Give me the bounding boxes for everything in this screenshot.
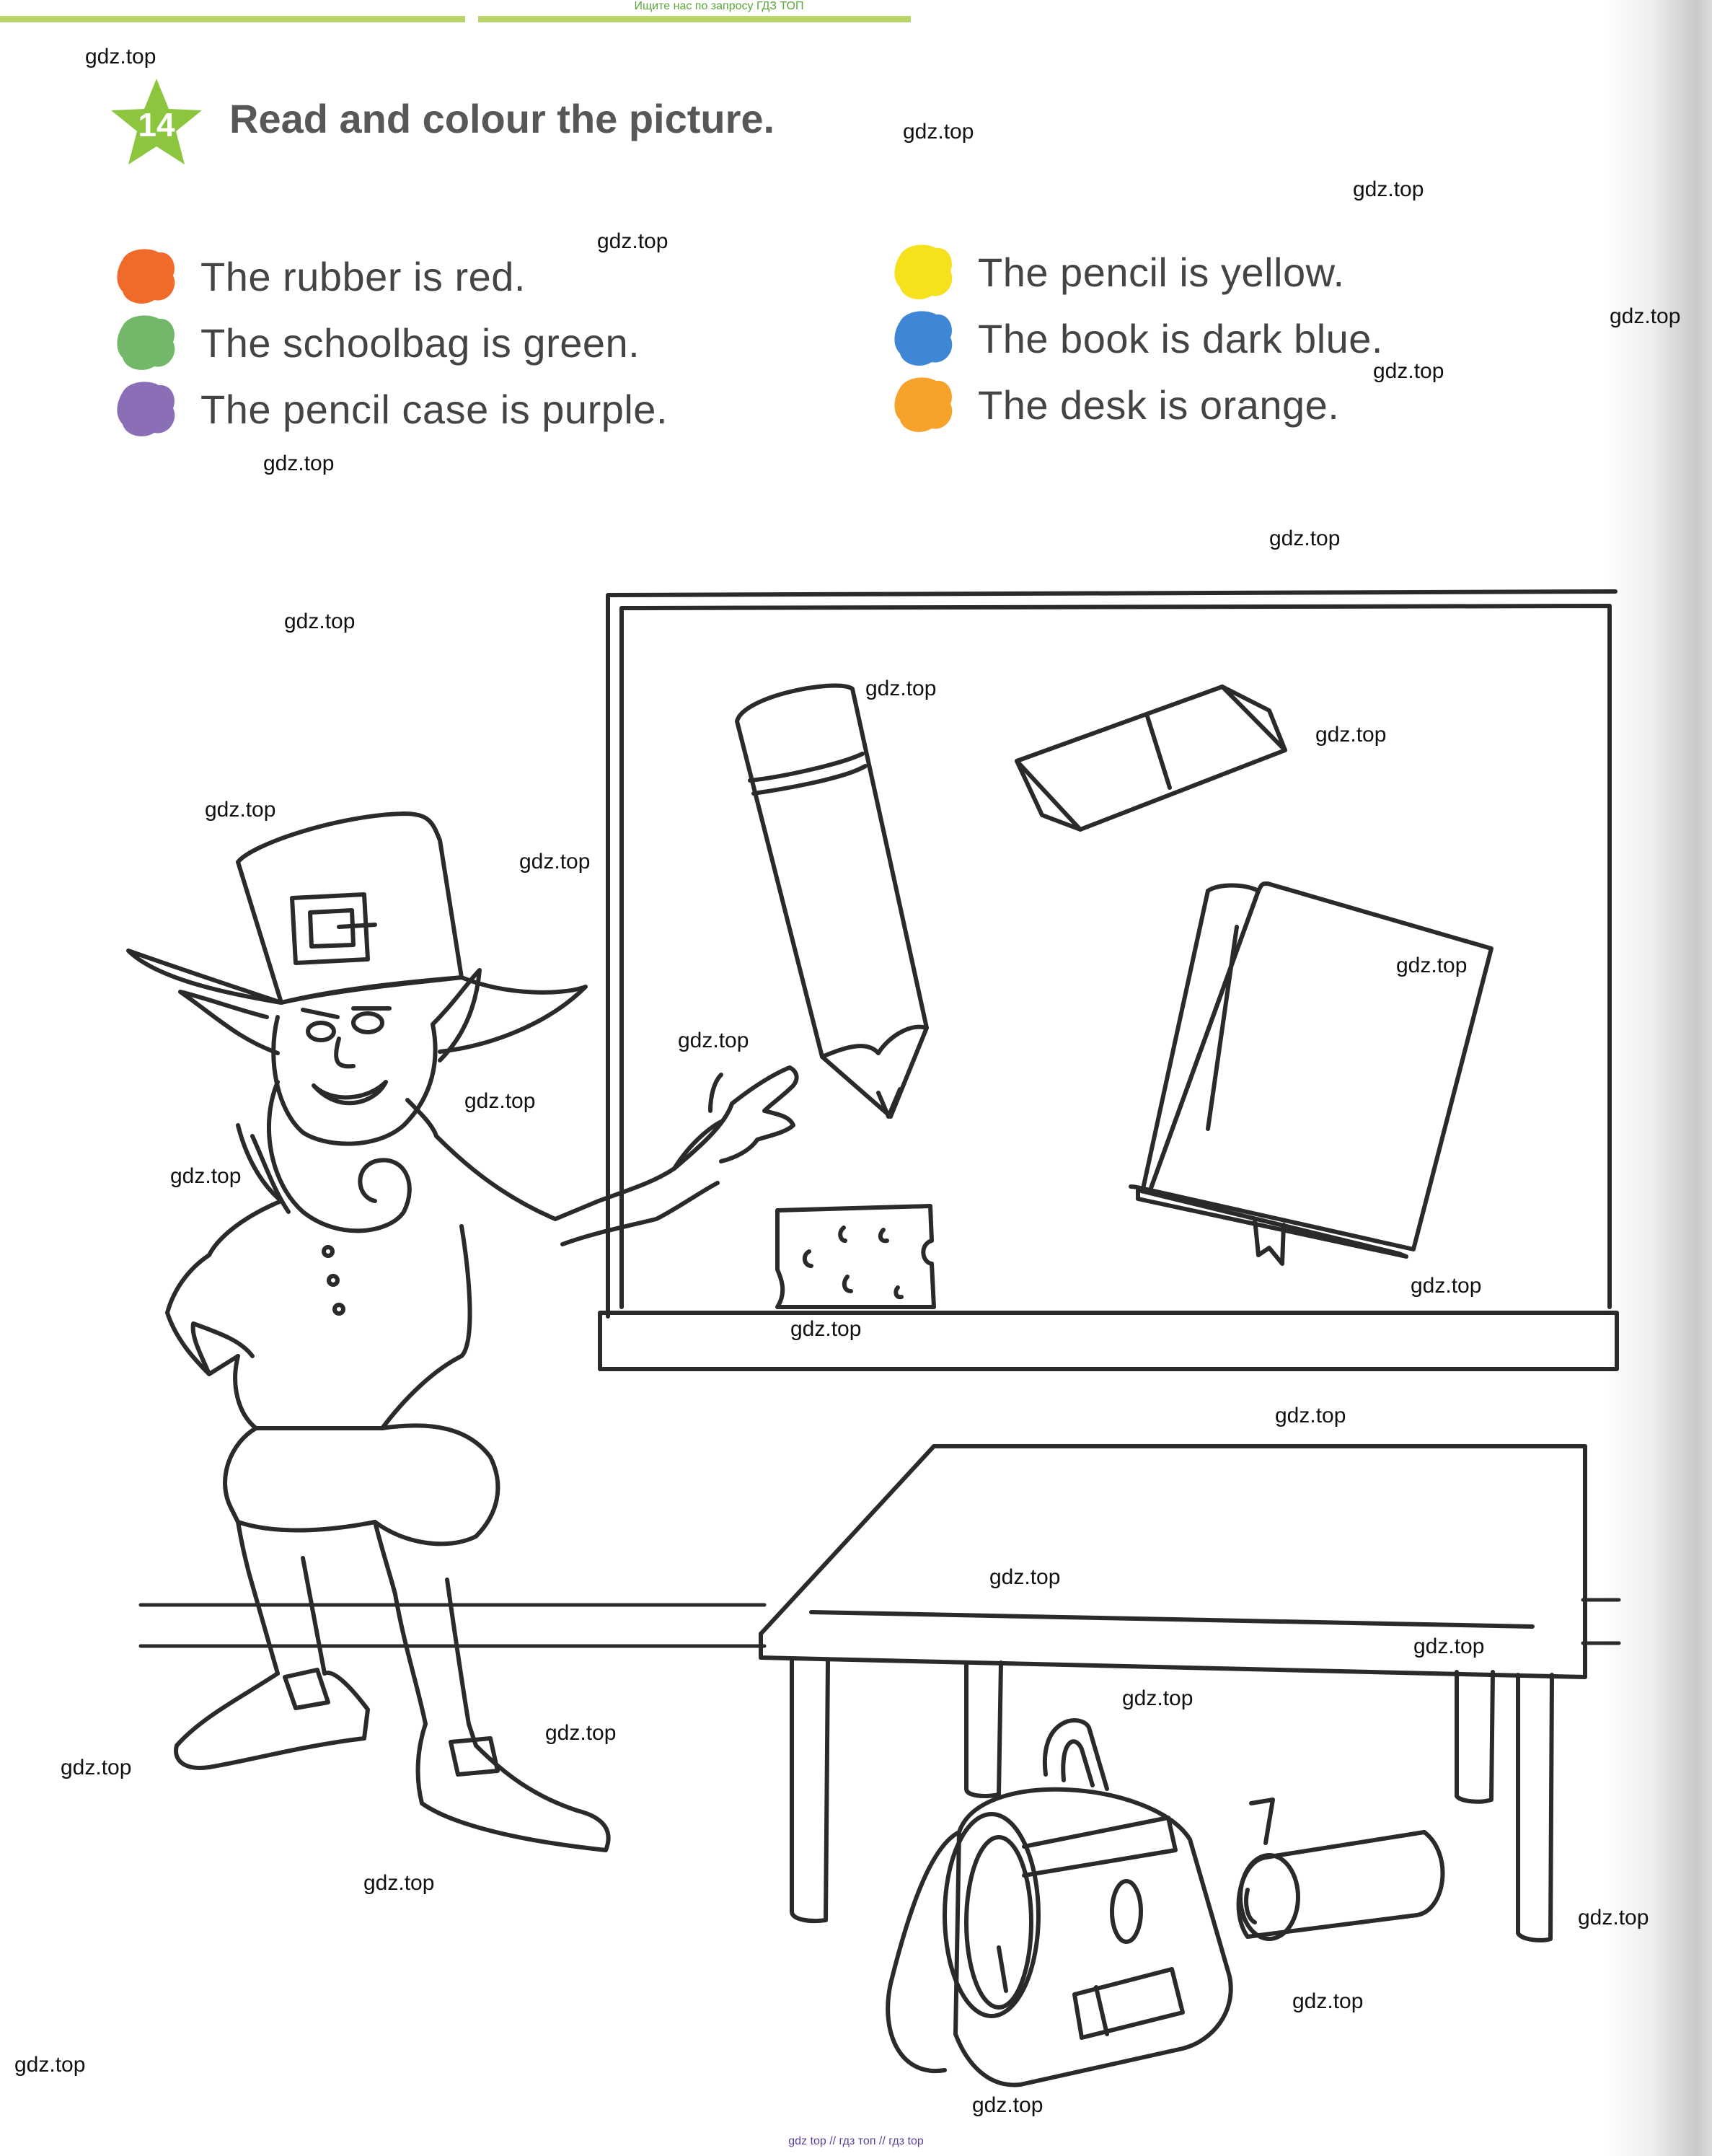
watermark-text: gdz.top [1275,1404,1346,1427]
legend-text: The pencil case is purple. [200,386,669,432]
watermark-text: gdz.top [205,798,276,822]
watermark-text: gdz.top [1373,359,1444,383]
watermark-text: gdz.top [519,850,591,874]
legend-text: The book is dark blue. [978,315,1383,361]
pencil-drawing [737,686,927,1117]
sponge-drawing [777,1206,934,1307]
watermark-text: gdz.top [14,2053,86,2077]
watermark-text: gdz.top [1292,1989,1364,2013]
leprechaun-drawing [128,814,797,1850]
watermark-text: gdz.top [790,1317,862,1341]
exercise-number: 14 [138,106,175,144]
rubber-drawing [1017,687,1285,830]
search-note-text: Ищите нас по запросу ГДЗ ТОП [634,0,804,12]
watermark-text: gdz.top [1610,304,1681,328]
exercise-instruction: Read and colour the picture. [229,96,775,141]
watermark-text: gdz.top [972,2093,1043,2117]
footer-note: gdz top // гдз топ // гдз top [788,2135,924,2147]
watermark-text: gdz.top [85,45,156,69]
legend-text: The pencil is yellow. [978,249,1345,295]
watermark-text: gdz.top [1122,1686,1193,1710]
watermark-text: gdz.top [284,610,356,633]
watermark-text: gdz.top [61,1756,132,1779]
watermark-text: gdz.top [170,1164,242,1188]
watermark-text: gdz.top [597,229,669,253]
watermark-text: gdz.top [989,1565,1061,1589]
watermark-text: gdz.top [1353,177,1424,201]
watermark-text: gdz.top [1411,1274,1482,1298]
schoolbag-drawing [888,1720,1231,2085]
legend-text: The rubber is red. [200,253,526,299]
watermark-text: gdz.top [865,677,937,700]
watermark-text: gdz.top [678,1029,749,1052]
board [600,591,1617,1369]
watermark-text: gdz.top [363,1871,435,1895]
watermark-text: gdz.top [464,1089,536,1113]
watermark-text: gdz.top [545,1721,617,1745]
legend-text: The schoolbag is green. [200,320,640,366]
watermark-text: gdz.top [1413,1634,1485,1658]
legend-text: The desk is orange. [978,382,1340,428]
watermark-text: gdz.top [1269,527,1341,550]
watermark-text: gdz.top [263,452,335,475]
pencil-case-drawing [1239,1800,1443,1939]
watermark-text: gdz.top [903,120,974,144]
watermark-text: gdz.top [1578,1906,1649,1930]
watermark-text: gdz.top [1315,723,1387,747]
watermark-text: gdz.top [1396,954,1468,977]
book-drawing [1131,884,1491,1264]
